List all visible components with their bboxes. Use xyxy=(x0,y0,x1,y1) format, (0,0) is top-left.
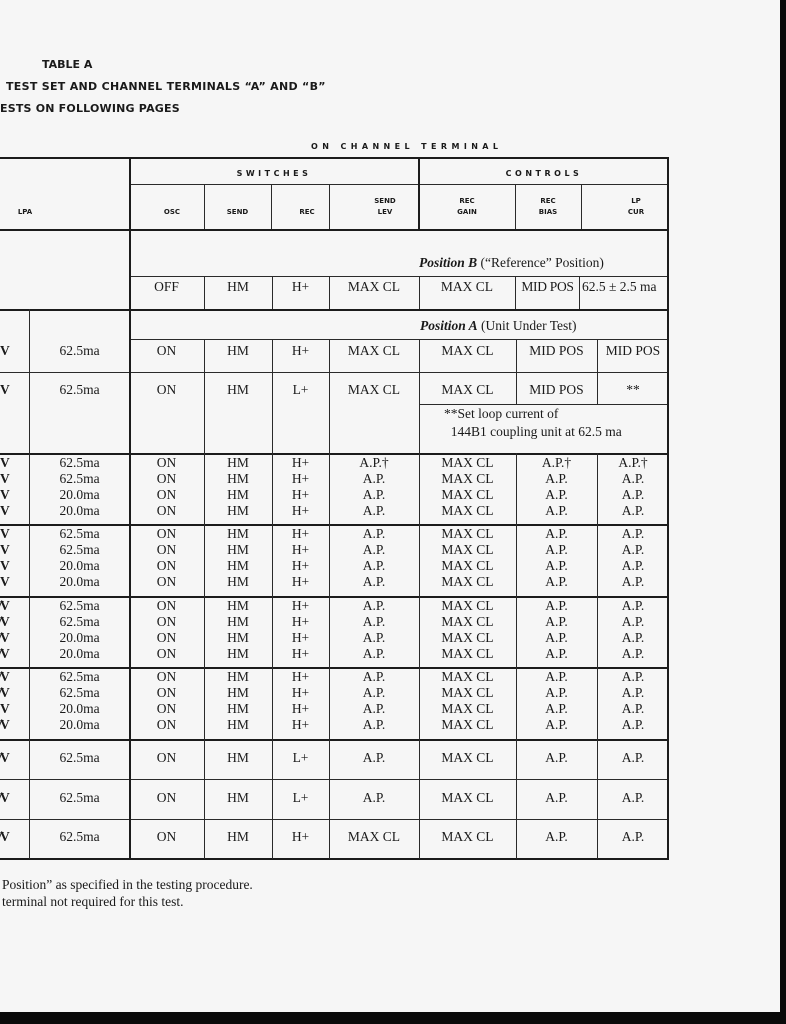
position-a-desc: (Unit Under Test) xyxy=(477,318,577,333)
position-a-name: Position A xyxy=(420,318,478,333)
lp-cur-cell: A.P. A.P. A.P. A.P. xyxy=(621,669,645,732)
voltage-cell: ̸V ̸V V ̸V xyxy=(0,669,10,732)
header-lp-cur: LP CUR xyxy=(627,197,645,216)
footnote-1: Position” as specified in the testing procedure. xyxy=(2,877,253,892)
send-cell: HM xyxy=(227,790,249,805)
header-send: SEND xyxy=(226,208,249,216)
send-lev-cell: MAX CL xyxy=(347,343,401,358)
send-lev-cell: MAX CL xyxy=(347,382,401,397)
rec-bias-cell: MID POS xyxy=(529,343,584,358)
voltage-cell: V V V V xyxy=(0,455,10,518)
voltage-cell: ̸V ̸V ̸V ̸V xyxy=(0,598,10,661)
divider xyxy=(0,739,669,741)
lp-cur-cell: A.P. xyxy=(621,790,645,805)
rec-bias-cell: A.P. A.P. A.P. A.P. xyxy=(545,526,568,589)
voltage-cell: V xyxy=(0,343,10,358)
header-rec-bias: REC BIAS xyxy=(538,197,558,216)
table-bottom-border xyxy=(0,858,669,860)
header-switches: SWITCHES xyxy=(236,169,312,178)
rec-bias-cell: A.P. xyxy=(545,829,568,844)
osc-cell: ON ON ON ON xyxy=(156,598,177,661)
rec-cell: L+ xyxy=(292,382,309,397)
lpa-cell: 62.5ma 62.5ma 20.0ma 20.0ma xyxy=(59,598,100,661)
lp-cur-cell: A.P. xyxy=(621,829,645,844)
rec-cell: H+ xyxy=(291,343,310,358)
group-header-divider xyxy=(129,184,669,185)
rec-bias-cell: A.P. xyxy=(545,750,568,765)
column-divider xyxy=(418,157,420,229)
voltage-cell: V xyxy=(0,382,10,397)
send-cell: HM HM HM HM xyxy=(227,598,249,661)
send-lev-cell: A.P. xyxy=(362,790,386,805)
lpa-cell: 62.5ma 62.5ma 20.0ma 20.0ma xyxy=(59,455,100,518)
header-rec-gain: REC GAIN xyxy=(457,197,477,216)
send-cell: HM HM HM HM xyxy=(227,669,249,732)
scan-edge-right xyxy=(780,0,786,1024)
voltage-cell: ̸V xyxy=(0,829,10,844)
header-send-lev: SEND LEV xyxy=(374,197,396,216)
lpa-cell: 62.5ma xyxy=(59,382,100,397)
voltage-cell: V V V V xyxy=(0,526,10,589)
scan-edge-bottom xyxy=(0,1012,786,1024)
rec-cell: L+ xyxy=(292,790,309,805)
pos-b-osc: OFF xyxy=(154,279,179,294)
lp-cur-cell: A.P. A.P. A.P. A.P. xyxy=(621,526,645,589)
table-subtitle-continued: ESTS ON FOLLOWING PAGES xyxy=(0,102,180,115)
rec-gain-cell: MAX CL MAX CL MAX CL MAX CL xyxy=(441,669,494,732)
send-cell: HM HM HM HM xyxy=(227,455,249,518)
header-bottom-border xyxy=(0,229,669,231)
table-top-border xyxy=(0,157,669,159)
rec-gain-cell: MAX CL xyxy=(441,829,494,844)
table-subtitle: TEST SET AND CHANNEL TERMINALS “A” AND “B” xyxy=(6,80,326,93)
rec-gain-cell: MAX CL xyxy=(441,343,494,358)
table-title: TABLE A xyxy=(42,58,93,71)
rec-bias-cell: A.P. A.P. A.P. A.P. xyxy=(545,669,568,732)
pos-b-send: HM xyxy=(227,279,249,294)
voltage-cell: ̸V xyxy=(0,790,10,805)
rec-cell: H+ H+ H+ H+ xyxy=(291,669,310,732)
lp-cur-cell: A.P.† A.P. A.P. A.P. xyxy=(618,455,648,518)
send-lev-cell: A.P. A.P. A.P. A.P. xyxy=(362,526,386,589)
osc-cell: ON ON ON ON xyxy=(156,455,177,518)
pos-b-rec-gain: MAX CL xyxy=(440,279,494,294)
divider xyxy=(0,372,669,373)
pos-b-lp-cur: 62.5 ± 2.5 ma xyxy=(582,279,657,294)
send-cell: HM xyxy=(227,382,249,397)
position-a-label xyxy=(420,318,577,334)
rec-cell: H+ H+ H+ H+ xyxy=(291,455,310,518)
rec-cell: L+ xyxy=(292,750,309,765)
lpa-cell: 62.5ma xyxy=(59,750,100,765)
lpa-cell: 62.5ma xyxy=(59,343,100,358)
rec-gain-cell: MAX CL xyxy=(441,750,494,765)
header-rec: REC xyxy=(299,208,315,216)
divider xyxy=(129,339,669,340)
rec-bias-cell: A.P. A.P. A.P. A.P. xyxy=(545,598,568,661)
position-b-label xyxy=(419,255,604,271)
osc-cell: ON xyxy=(156,750,177,765)
osc-cell: ON ON ON ON xyxy=(156,526,177,589)
voltage-cell: ̸V xyxy=(0,750,10,765)
rec-gain-cell: MAX CL xyxy=(441,790,494,805)
send-cell: HM HM HM HM xyxy=(227,526,249,589)
rec-gain-cell: MAX CL MAX CL MAX CL MAX CL xyxy=(441,455,494,518)
rec-cell: H+ H+ H+ H+ xyxy=(291,598,310,661)
send-lev-cell: A.P. xyxy=(362,750,386,765)
osc-cell: ON xyxy=(156,343,177,358)
position-b-desc: (“Reference” Position) xyxy=(477,255,604,270)
send-lev-cell: A.P. A.P. A.P. A.P. xyxy=(362,669,386,732)
lpa-cell: 62.5ma 62.5ma 20.0ma 20.0ma xyxy=(59,669,100,732)
column-group-title: ON CHANNEL TERMINAL xyxy=(311,142,503,151)
rec-bias-cell: A.P.† A.P. A.P. A.P. xyxy=(541,455,572,518)
lp-cur-cell: ** xyxy=(626,382,640,397)
pos-b-rec-bias: MID POS xyxy=(521,279,574,294)
lp-cur-cell: A.P. A.P. A.P. A.P. xyxy=(621,598,645,661)
header-lpa: LPA xyxy=(17,208,33,216)
send-cell: HM xyxy=(227,829,249,844)
osc-cell: ON xyxy=(156,382,177,397)
lp-cur-cell: MID POS xyxy=(605,343,661,358)
divider xyxy=(0,309,669,311)
rec-cell: H+ xyxy=(291,829,310,844)
rec-gain-cell: MAX CL MAX CL MAX CL MAX CL xyxy=(441,526,494,589)
lpa-cell: 62.5ma xyxy=(59,829,100,844)
rec-gain-cell: MAX CL xyxy=(441,382,494,397)
lpa-cell: 62.5ma 62.5ma 20.0ma 20.0ma xyxy=(59,526,100,589)
divider xyxy=(0,819,669,820)
column-divider xyxy=(581,184,582,229)
osc-cell: ON ON ON ON xyxy=(156,669,177,732)
header-osc: OSC xyxy=(163,208,181,216)
header-controls: CONTROLS xyxy=(505,169,583,178)
lpa-cell: 62.5ma xyxy=(59,790,100,805)
pos-b-send-lev: MAX CL xyxy=(347,279,401,294)
pos-b-rec: H+ xyxy=(291,279,310,294)
rec-bias-cell: A.P. xyxy=(545,790,568,805)
send-cell: HM xyxy=(227,750,249,765)
rec-bias-cell: MID POS xyxy=(529,382,584,397)
footnote-2: terminal not required for this test. xyxy=(2,894,184,909)
send-cell: HM xyxy=(227,343,249,358)
divider xyxy=(129,276,669,277)
send-lev-cell: MAX CL xyxy=(347,829,401,844)
rec-cell: H+ H+ H+ H+ xyxy=(291,526,310,589)
loop-current-note: **Set loop current of 144B1 coupling unit at 62.5 ma xyxy=(444,406,622,439)
rec-gain-cell: MAX CL MAX CL MAX CL MAX CL xyxy=(441,598,494,661)
send-lev-cell: A.P. A.P. A.P. A.P. xyxy=(362,598,386,661)
position-b-name: Position B xyxy=(419,255,478,270)
lp-cur-cell: A.P. xyxy=(621,750,645,765)
divider xyxy=(0,779,669,780)
osc-cell: ON xyxy=(156,829,177,844)
send-lev-cell: A.P.† A.P. A.P. A.P. xyxy=(359,455,389,518)
osc-cell: ON xyxy=(156,790,177,805)
